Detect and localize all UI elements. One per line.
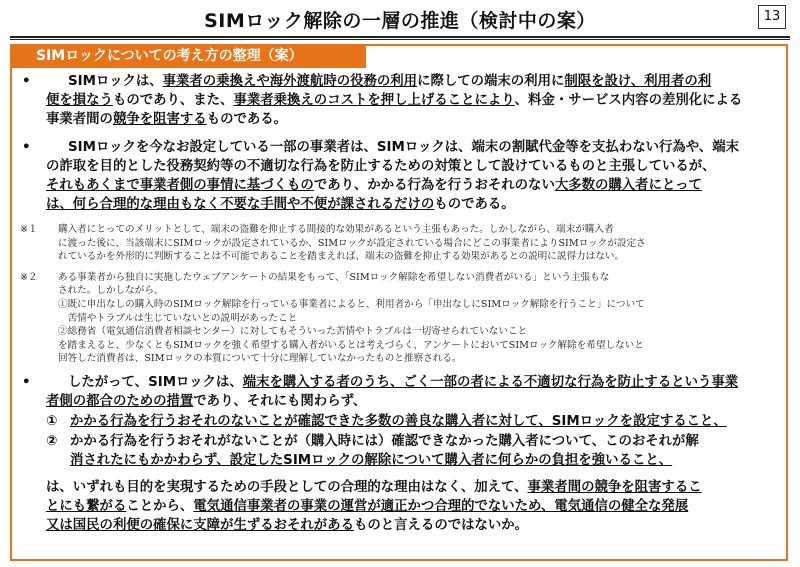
footnote-1-line-3: れているかを外形的に判断することは不可能であることを踏まえれば、端末の盗難を抑止する効果があるとの説明に説得力はない。 bbox=[58, 251, 625, 263]
conclusion-closing-line-3: 又は国民の利便の確保に支障が生ずるおそれがあるものと言えるのではないか。 bbox=[46, 517, 529, 533]
conclusion-intro-line-1: したがって、SIMロックは、端末を購入する者のうち、ごく一部の者による不適切な行為を防止するという事業 bbox=[68, 374, 739, 390]
footnote-2-line-7: 回答した消費者は、SIMロックの本質について十分に理解していなかったものと推察される。 bbox=[58, 353, 462, 365]
bullet-2-line-4: は、何ら合理的な理由もなく不要な手間や不便が課されるだけのものである。 bbox=[46, 197, 515, 212]
footnote-2-line-3: ①既に申出なしの購入時のSIMロック解除を行っている事業者によると、利用者から「申出なしにSIMロック解除を行うこと」について bbox=[58, 298, 645, 310]
bullet-item-1 bbox=[20, 72, 780, 129]
conclusion-closing-line-1: は、いずれも目的を実現するための手段としての合理的な理由はなく、加えて、事業者間の競争を阻害するこ bbox=[46, 479, 702, 495]
footnote-1-line-1: 購入者にとってのメリットとして、端末の盗難を抑止する間接的な効果があるという主張もあった。しかしながら、端末が購入者 bbox=[58, 224, 614, 235]
title-rule-thin bbox=[10, 39, 790, 40]
conclusion-intro-line-2: 者側の都合のための措置であり、それにも関わらず、 bbox=[46, 393, 367, 409]
conclusion-item-1 bbox=[46, 412, 780, 431]
footnote-2-line-6: を踏まえると、少なくともSIMロックを強く希望する購入者がいるとは考えづらく、アンケートにおいてSIMロック解除を希望しないと bbox=[58, 339, 644, 351]
conclusion-item-1-number: ① bbox=[46, 413, 58, 429]
page-title: SIMロック解除の一層の推進（検討中の案） bbox=[204, 10, 596, 32]
bullet-1-line-2: 便を損なうものであり、また、事業者乗換えのコストを押し上げることにより、料金・サービス内容の差別化による bbox=[46, 93, 743, 108]
bullet-dot: • bbox=[22, 140, 31, 155]
bullet-2-line-3: それもあくまで事業者側の事情に基づくものであり、かかる行為を行うおそれのない大多数の購入者にとって bbox=[46, 178, 702, 193]
content-body bbox=[20, 72, 780, 539]
footnote-1-line-2: に渡った後に、当該端末にSIMロックが設定されているか、SIMロックが設定されている場合にどこの事業者によりSIMロックが設定さ bbox=[58, 237, 646, 249]
bullet-dot: • bbox=[22, 374, 31, 390]
footnote-2-mark: ※２ bbox=[20, 271, 38, 283]
footnote-2-line-4: 苦情やトラブルは生じていないとの説明があったこと bbox=[58, 312, 298, 324]
bullet-2-line-2: の詐取を目的とした役務契約等の不適切な行為を防止するための対策として設けているものと主張しているが、 bbox=[46, 159, 716, 174]
conclusion-block bbox=[20, 373, 780, 535]
footnote-2-line-5: ②総務省（電気通信消費者相談センター）に対してもそういった苦情やトラブルは一切寄せられていないこと bbox=[58, 326, 528, 338]
conclusion-item-2-line-1: かかる行為を行うおそれがないことが（購入時には）確認できなかった購入者について、このおそれが解 bbox=[70, 433, 699, 449]
conclusion-item-1-line-1: かかる行為を行うおそれのないことが確認できた多数の善良な購入者に対して、SIMロックを設定すること、 bbox=[70, 413, 727, 429]
conclusion-closing-line-2: とにも繋がることから、電気通信事業者の事業の運営が適正かつ合理的でないため、電気通信の健全な発展 bbox=[46, 498, 689, 514]
footnote-1 bbox=[20, 223, 780, 264]
conclusion-item-2-line-2: 消されたにもかかわらず、設定したSIMロックの解除について購入者に何らかの負担を強いること、 bbox=[70, 452, 673, 468]
footnote-2-line-1: ある事業者から独自に実施したウェブアンケートの結果をもって、「SIMロック解除を希望しない消費者がいる」という主張もな bbox=[58, 271, 610, 283]
section-tab: SIMロックについての考え方の整理（案） bbox=[10, 44, 366, 68]
bullet-1-line-1: SIMロックは、事業者の乗換えや海外渡航時の役務の利用に際しての端末の利用に制限を設け、利用者の利 bbox=[68, 74, 712, 89]
footnote-2 bbox=[20, 271, 780, 366]
title-rule bbox=[10, 36, 790, 38]
bullet-1-line-3: 事業者間の競争を阻害するものである。 bbox=[46, 112, 288, 127]
conclusion-item-2 bbox=[46, 432, 780, 470]
bullet-dot: • bbox=[22, 74, 31, 89]
footnote-1-mark: ※１ bbox=[20, 224, 38, 235]
page-number-badge: 13 bbox=[758, 5, 786, 29]
footnote-2-line-2: された。しかしながら、 bbox=[58, 285, 164, 297]
bullet-item-2 bbox=[20, 138, 780, 214]
conclusion-item-2-number: ② bbox=[46, 433, 58, 449]
bullet-2-line-1: SIMロックを今なお設定している一部の事業者は、SIMロックは、端末の割賦代金等を支払わない行為や、端末 bbox=[68, 140, 740, 155]
